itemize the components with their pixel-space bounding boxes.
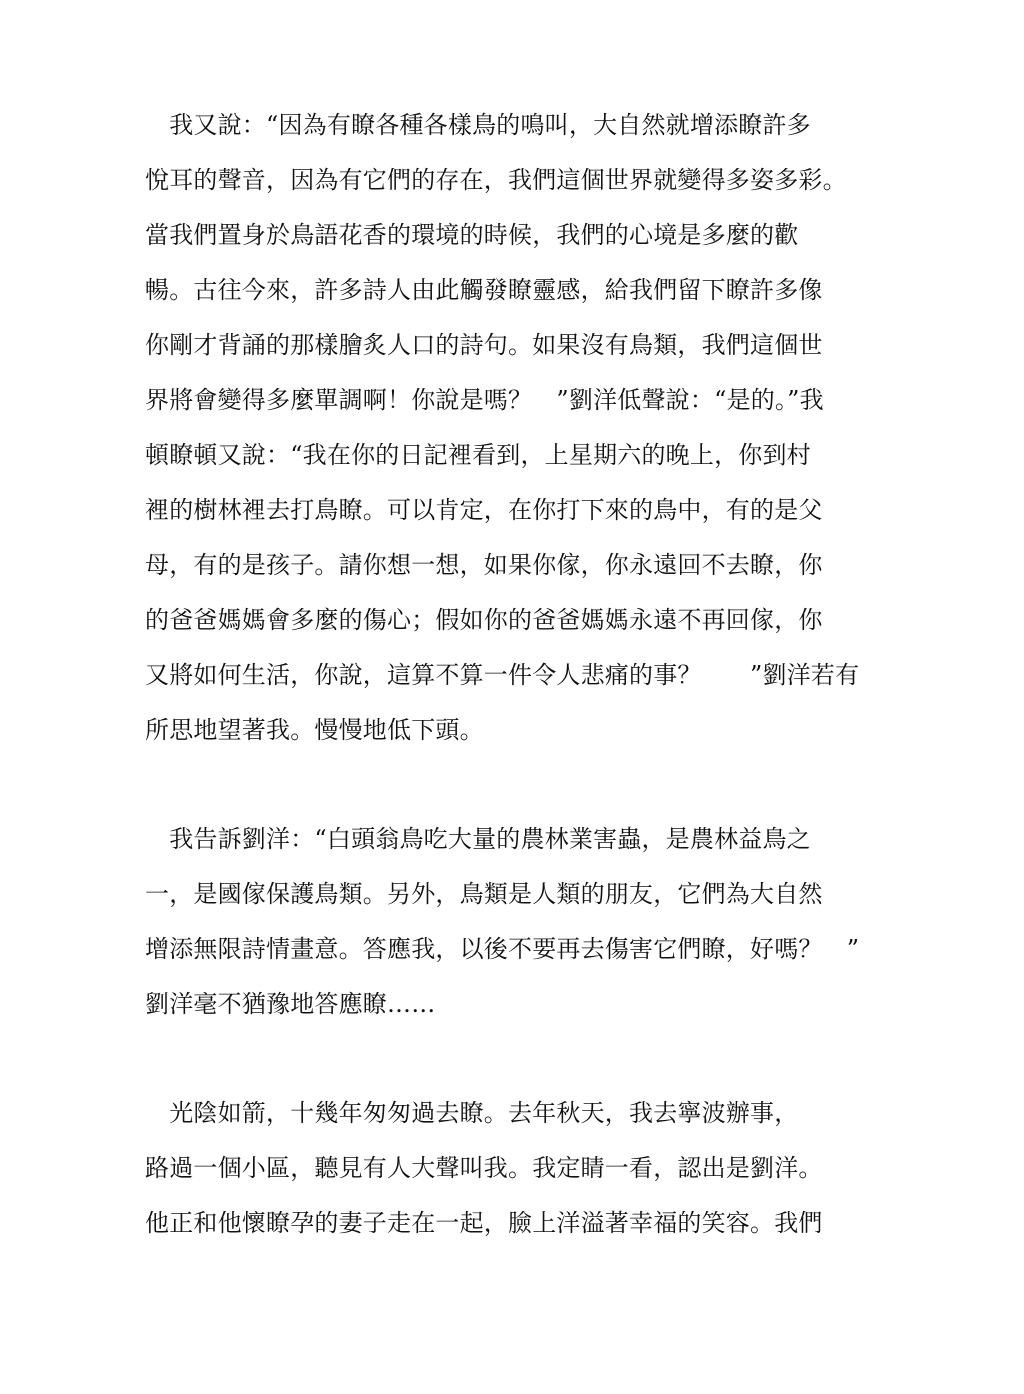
- paragraph-1-line-12: 所思地望著我。慢慢地低下頭。: [145, 716, 484, 744]
- paragraph-2-line-1: 我告訴劉洋：“白頭翁鳥吃大量的農林業害蟲，是農林益鳥之: [145, 825, 811, 853]
- paragraph-1-line-7: 頓瞭頓又說：“我在你的日記裡看到，上星期六的晚上，你到村: [145, 441, 811, 469]
- paragraph-1-line-4: 暢。古往今來，許多詩人由此觸發瞭靈感，給我們留下瞭許多像: [145, 276, 823, 304]
- paragraph-3-line-1: 光陰如箭，十幾年匆匆過去瞭。去年秋天，我去寧波辦事，: [145, 1099, 799, 1127]
- paragraph-1-line-11: 又將如何生活，你說，這算不算一件令人悲痛的事？ ”劉洋若有: [145, 661, 860, 689]
- paragraph-1-line-3: 當我們置身於鳥語花香的環境的時候，我們的心境是多麼的歡: [145, 221, 799, 249]
- paragraph-1-line-2: 悅耳的聲音，因為有它們的存在，我們這個世界就變得多姿多彩。: [145, 166, 847, 194]
- paragraph-1-line-8: 裡的樹林裡去打鳥瞭。可以肯定，在你打下來的鳥中，有的是父: [145, 496, 823, 524]
- paragraph-1-line-6: 界將會變得多麼單調啊！你說是嗎？ ”劉洋低聲說：“是的。”我: [145, 386, 824, 414]
- paragraph-2-line-4: 劉洋毫不猶豫地答應瞭……: [145, 990, 436, 1018]
- paragraph-3-line-3: 他正和他懷瞭孕的妻子走在一起，臉上洋溢著幸福的笑容。我們: [145, 1209, 823, 1237]
- paragraph-2-line-3: 增添無限詩情畫意。答應我，以後不要再去傷害它們瞭，好嗎？ ”: [145, 935, 860, 963]
- paragraph-1-line-1: 我又說：“因為有瞭各種各樣鳥的鳴叫，大自然就增添瞭許多: [145, 111, 811, 139]
- paragraph-3-line-2: 路過一個小區，聽見有人大聲叫我。我定睛一看，認出是劉洋。: [145, 1154, 823, 1182]
- paragraph-1-line-9: 母，有的是孩子。請你想一想，如果你傢，你永遠回不去瞭，你: [145, 551, 823, 579]
- paragraph-1-line-10: 的爸爸媽媽會多麼的傷心；假如你的爸爸媽媽永遠不再回傢，你: [145, 606, 823, 634]
- paragraph-2-line-2: 一，是國傢保護鳥類。另外，鳥類是人類的朋友，它們為大自然: [145, 880, 823, 908]
- paragraph-1-line-5: 你剛才背誦的那樣膾炙人口的詩句。如果沒有鳥類，我們這個世: [145, 331, 823, 359]
